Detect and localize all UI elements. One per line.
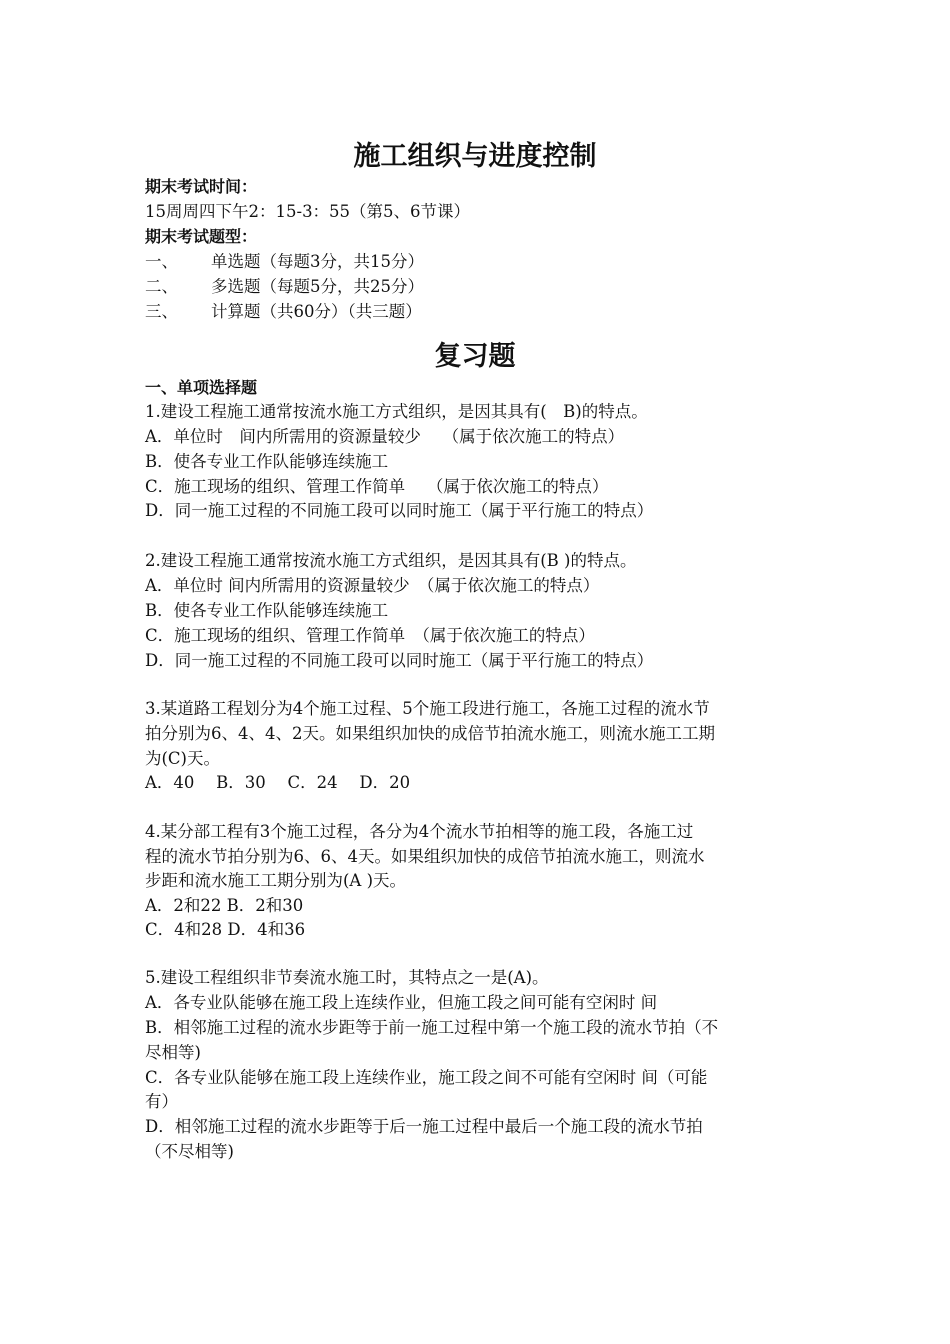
exam-type-item	[145, 250, 815, 275]
question-4-stem-line: 步距和流水施工工期分别为(A )天。	[145, 871, 407, 890]
question-2-stem: 2.建设工程施工通常按流水施工方式组织，是因其具有(B )的特点。	[145, 551, 637, 570]
exam-type-num: 三、	[145, 302, 178, 321]
question-2-option-d: D．同一施工过程的不同施工段可以同时施工（属于平行施工的特点）	[145, 651, 654, 670]
question-5-option-line: （不尽相等)	[145, 1142, 234, 1161]
question-5-option-line: C．各专业队能够在施工段上连续作业，施工段之间不可能有空闲时 间（可能	[145, 1068, 708, 1087]
exam-type-text: 计算题（共60分）（共三题）	[211, 302, 422, 321]
exam-type-text: 单选题（每题3分，共15分）	[211, 252, 424, 271]
question-1-option-a: A．单位时 间内所需用的资源量较少 （属于依次施工的特点）	[145, 427, 625, 446]
question-4-options: C．4和28 D．4和36	[145, 920, 306, 939]
question-5-option-line: B．相邻施工过程的流水步距等于前一施工过程中第一个施工段的流水节拍（不	[145, 1018, 719, 1037]
exam-time-heading: 期末考试时间：	[145, 177, 258, 196]
question-2-option-a: A．单位时 间内所需用的资源量较少 （属于依次施工的特点）	[145, 576, 600, 595]
question-2-option-c: C．施工现场的组织、管理工作简单 （属于依次施工的特点）	[145, 626, 595, 645]
exam-type-item	[145, 275, 815, 300]
question-5-option-line: 有）	[145, 1092, 178, 1111]
question-3-options: A．40 B．30 C．24 D．20	[145, 773, 411, 792]
question-5-stem: 5.建设工程组织非节奏流水施工时，其特点之一是(A)。	[145, 968, 549, 987]
question-5-option-line: D．相邻施工过程的流水步距等于后一施工过程中最后一个施工段的流水节拍	[145, 1117, 703, 1136]
question-3-stem-line: 拍分别为6、4、4、2天。如果组织加快的成倍节拍流水施工，则流水施工工期	[145, 724, 715, 743]
question-1-stem: 1.建设工程施工通常按流水施工方式组织，是因其具有( B)的特点。	[145, 402, 648, 421]
question-5-option-line: 尽相等)	[145, 1043, 201, 1062]
exam-type-text: 多选题（每题5分，共25分）	[211, 277, 424, 296]
exam-type-num: 一、	[145, 252, 178, 271]
question-2-option-b: B．使各专业工作队能够连续施工	[145, 601, 389, 620]
question-1-option-d: D．同一施工过程的不同施工段可以同时施工（属于平行施工的特点）	[145, 501, 654, 520]
page-title: 施工组织与进度控制	[353, 141, 597, 172]
exam-type-item	[145, 300, 815, 325]
exam-types-heading: 期末考试题型：	[145, 227, 258, 246]
question-1-option-c: C．施工现场的组织、管理工作简单 （属于依次施工的特点）	[145, 477, 609, 496]
question-4-stem-line: 程的流水节拍分别为6、6、4天。如果组织加快的成倍节拍流水施工，则流水	[145, 847, 705, 866]
question-3-stem-line: 3.某道路工程划分为4个施工过程、5个施工段进行施工，各施工过程的流水节	[145, 699, 710, 718]
exam-time-value: 15周周四下午2：15-3：55（第5、6节课）	[145, 202, 471, 221]
exam-type-num: 二、	[145, 277, 178, 296]
question-1-option-b: B．使各专业工作队能够连续施工	[145, 452, 389, 471]
review-title: 复习题	[434, 341, 516, 372]
question-4-options: A．2和22 B．2和30	[145, 896, 304, 915]
section-heading: 一、单项选择题	[145, 378, 258, 397]
question-4-stem-line: 4.某分部工程有3个施工过程，各分为4个流水节拍相等的施工段，各施工过	[145, 822, 694, 841]
question-5-option-line: A．各专业队能够在施工段上连续作业，但施工段之间可能有空闲时 间	[145, 993, 658, 1012]
question-3-stem-line: 为(C)天。	[145, 749, 220, 768]
